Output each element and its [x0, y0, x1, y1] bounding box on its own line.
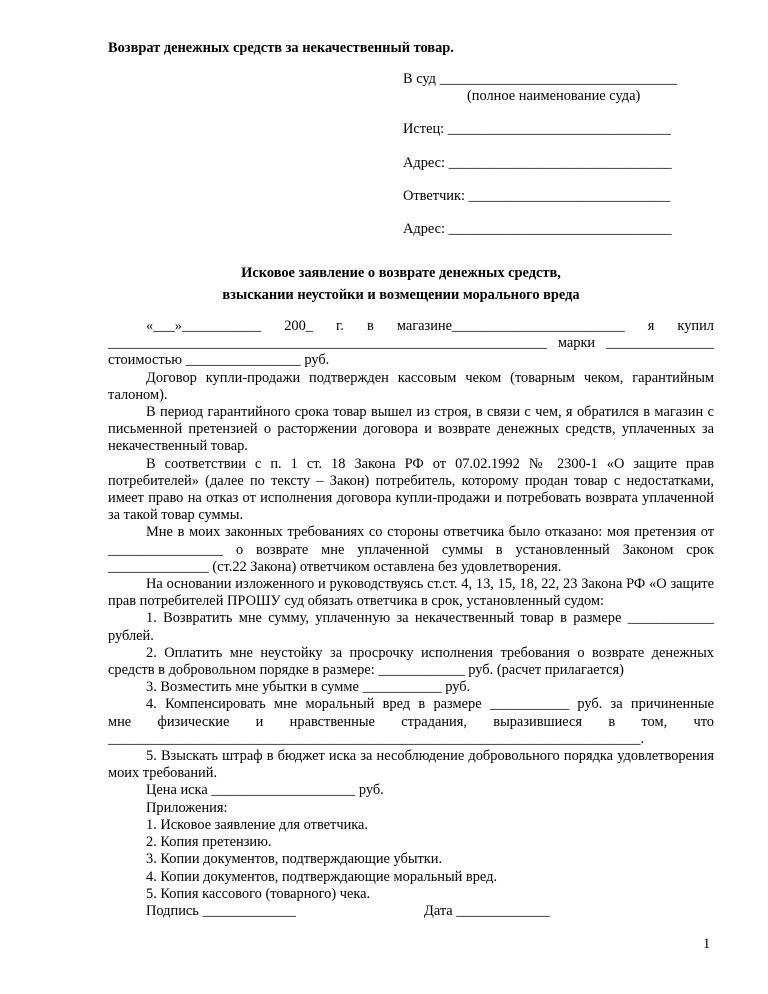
- claim-price: Цена иска ____________________ руб.: [146, 782, 384, 799]
- page-number: 1: [703, 936, 711, 952]
- plaintiff-line: Истец: _______________________________: [403, 121, 671, 137]
- court-note: (полное наименование суда): [467, 88, 641, 104]
- claim-body: [108, 318, 714, 920]
- document-title: Возврат денежных средств за некачественный товар.: [108, 40, 454, 56]
- requirement-5: 5. Взыскать штраф в бюджет иска за несоблюдение добровольного порядка удовлетворения моих требований.: [108, 748, 714, 782]
- purchase-line-1: «___»___________ 200_ г. в магазине________________________ я купил: [146, 318, 714, 334]
- signature-line: Подпись _____________: [146, 902, 296, 919]
- purchase-line-3: стоимостью ________________ руб.: [108, 352, 330, 369]
- date-line: Дата _____________: [424, 902, 550, 919]
- signature-row: [108, 903, 714, 920]
- paragraph-law: В соответствии с п. 1 ст. 18 Закона РФ от 07.02.1992 № 2300-1 «О защите прав потребителей» (далее по тексту – Закон) потребитель, которому продан товар с недостатками, имеет право на отказ от исполнения договора купли-продажи и потребовать возврата уплаченной за такой товар суммы.: [108, 455, 714, 524]
- court-line: В суд _________________________________: [403, 71, 678, 87]
- defendant-address-line: Адрес: _______________________________: [403, 221, 672, 237]
- attachment-item: 4. Копии документов, подтверждающие моральный вред.: [146, 868, 498, 885]
- plaintiff-address-line: Адрес: _______________________________: [403, 155, 672, 171]
- purchase-line-2: _____________________________________________________________ марки _______________: [108, 335, 714, 352]
- paragraph-warranty: В период гарантийного срока товар вышел из строя, в связи с чем, я обратился в магазин с письменной претензией о расторжении договора и возврате денежных средств, уплаченных за некачественный товар.: [108, 404, 714, 455]
- requirement-4-line-3: __________________________________________________________________________.: [108, 730, 645, 747]
- defendant-line: Ответчик: ____________________________: [403, 188, 671, 204]
- attachment-item: 3. Копии документов, подтверждающие убытки.: [146, 851, 443, 868]
- requirement-3: 3. Возместить мне убытки в сумме ___________ руб.: [146, 679, 471, 696]
- requirement-2: 2. Оплатить мне неустойку за просрочку исполнения требования о возврате денежных средств в добровольном порядке в размере: ____________ руб. (расчет прилагается): [108, 644, 714, 679]
- paragraph-request: На основании изложенного и руководствуясь ст.ст. 4, 13, 15, 18, 22, 23 Закона РФ «О защите прав потребителей ПРОШУ суд обязать ответчика в срок, установленный судом:: [108, 576, 714, 610]
- paragraph-refusal: Мне в моих законных требованиях со стороны ответчика было отказано: моя претензия от ________________ о возврате мне уплаченной суммы в установленный Законом срок ______________ (ст.22 Закона) ответчиком оставлена без удовлетворения.: [108, 524, 714, 575]
- requirement-1: 1. Возвратить мне сумму, уплаченную за некачественный товар в размере ____________ рублей.: [108, 610, 714, 644]
- attachment-item: 1. Исковое заявление для ответчика.: [146, 816, 369, 833]
- attachment-item: 5. Копия кассового (товарного) чека.: [146, 885, 371, 902]
- claim-title-line-1: Исковое заявление о возврате денежных средств,: [241, 265, 561, 281]
- requirement-4-line-2: мне физические и нравственные страдания, выразившиеся в том, что: [108, 713, 714, 730]
- requirement-4-line-1: 4. Компенсировать мне моральный вред в размере ___________ руб. за причиненные: [146, 696, 714, 713]
- attachments-title: Приложения:: [146, 799, 228, 816]
- claim-title-line-2: взыскании неустойки и возмещении морального вреда: [222, 287, 580, 303]
- paragraph-contract: Договор купли-продажи подтвержден кассовым чеком (товарным чеком, гарантийным талоном).: [108, 369, 714, 403]
- attachment-item: 2. Копия претензию.: [146, 834, 272, 851]
